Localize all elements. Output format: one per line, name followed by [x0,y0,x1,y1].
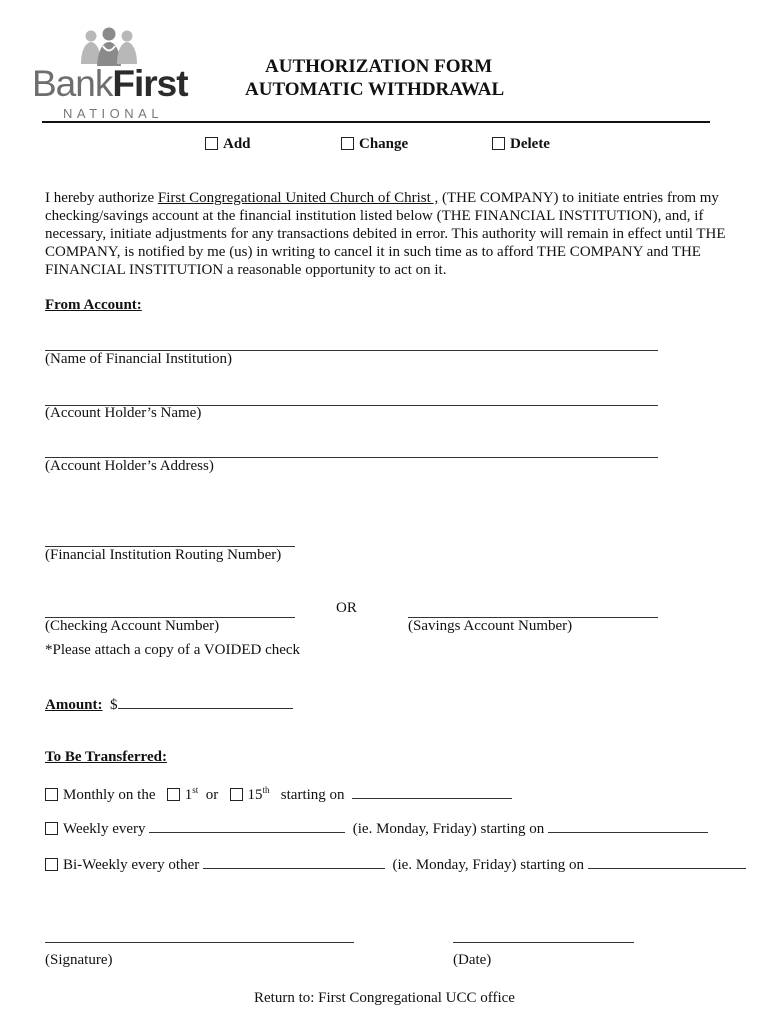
weekly-checkbox[interactable] [45,822,58,835]
change-checkbox[interactable] [341,137,354,150]
monthly-row: Monthly on the 1st or 15th starting on [45,785,512,804]
date-label: (Date) [453,952,492,968]
weekly-start-date-field[interactable] [548,820,708,833]
signature-field[interactable] [45,942,354,943]
delete-checkbox[interactable] [492,137,505,150]
transfer-heading: To Be Transferred: [45,749,167,765]
form-subtitle: AUTOMATIC WITHDRAWAL [245,79,505,100]
voided-check-note: *Please attach a copy of a VOIDED check [45,642,301,658]
biweekly-checkbox[interactable] [45,858,58,871]
authorization-paragraph: I hereby authorize First Congregational United Church of Christ , (THE COMPANY) to initiate entries from my checking/savings account at the financial institution listed below (THE FINANCIAL INSTITUTION), and, if necessary, initiate adjustments for any transactions debited in error. This authority will remain in effect until THE COMPANY, is notified by me (us) in writing to cancel it in such time as to afford THE COMPANY and THE FINANCIAL INSTITUTION a reasonable opportunity to act on it. [45,190,726,278]
bank-first-logo [30,26,190,126]
amount-field[interactable] [118,696,293,709]
or-separator: OR [336,600,357,616]
return-to-note: Return to: First Congregational UCC office [254,990,515,1006]
checking-number-label: (Checking Account Number) [45,618,220,634]
company-name: First Congregational United Church of Christ , [157,190,439,206]
biweekly-day-field[interactable] [203,856,385,869]
biweekly-start-date-field[interactable] [588,856,746,869]
add-checkbox[interactable] [205,137,218,150]
monthly-start-date-field[interactable] [352,786,512,799]
form-title: AUTHORIZATION FORM [265,56,493,77]
header-rule [42,121,710,123]
monthly-checkbox[interactable] [45,788,58,801]
logo-wordmark: BankFirst [32,63,188,104]
fifteenth-of-month-checkbox[interactable] [230,788,243,801]
savings-number-label: (Savings Account Number) [408,618,573,634]
date-field[interactable] [453,942,634,943]
delete-option[interactable]: Delete [492,136,550,153]
holder-name-label: (Account Holder’s Name) [45,405,202,421]
signature-label: (Signature) [45,952,113,968]
amount-row [45,696,293,714]
add-option[interactable]: Add [205,136,251,153]
weekly-day-field[interactable] [149,820,345,833]
institution-name-label: (Name of Financial Institution) [45,351,233,367]
change-option[interactable]: Change [341,136,408,153]
first-of-month-checkbox[interactable] [167,788,180,801]
from-account-heading: From Account: [45,297,142,313]
weekly-row: Weekly every (ie. Monday, Friday) starting on [45,820,708,838]
biweekly-row: Bi-Weekly every other (ie. Monday, Friday) starting on [45,856,746,874]
currency-symbol: $ [110,697,118,713]
routing-number-label: (Financial Institution Routing Number) [45,547,282,563]
amount-label: Amount: [45,697,103,713]
logo-national: NATIONAL [63,106,164,121]
people-emblem-icon [77,26,141,66]
holder-address-label: (Account Holder’s Address) [45,458,214,474]
